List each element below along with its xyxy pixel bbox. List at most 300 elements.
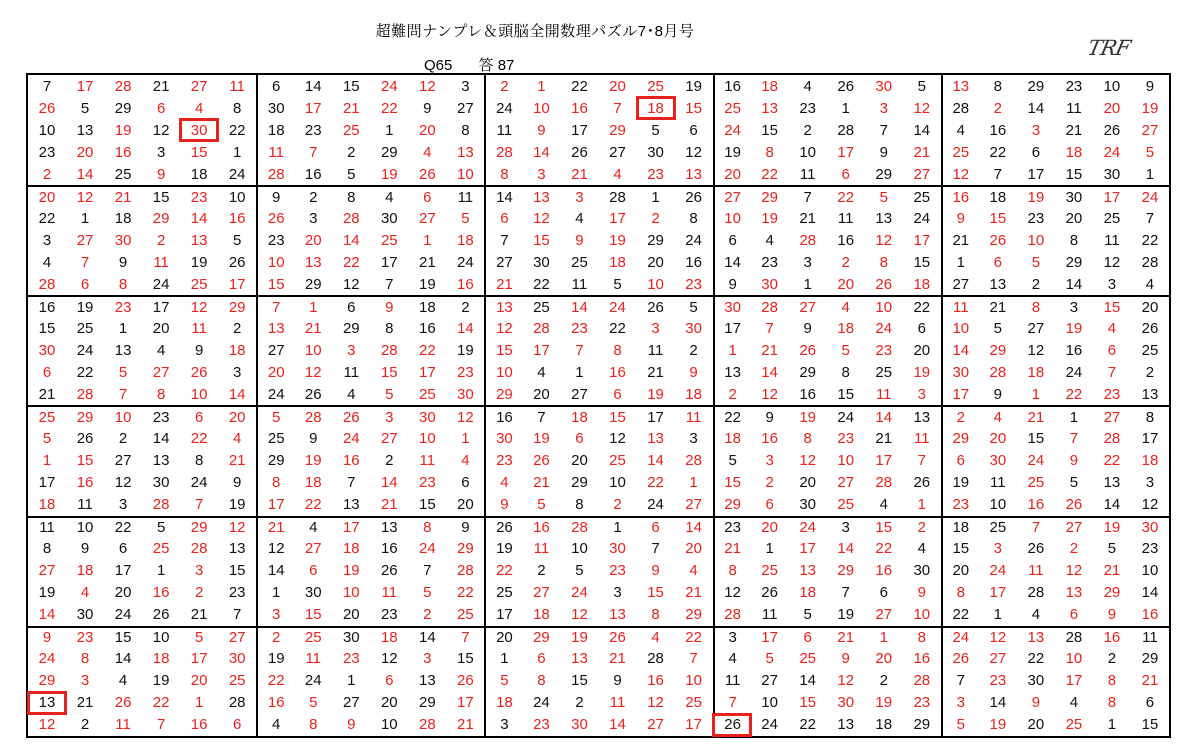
grid-cell-r2-c17: 18 bbox=[637, 97, 675, 119]
grid-cell-r22-c19: 21 bbox=[713, 538, 751, 560]
grid-cell-r11-c6: 29 bbox=[218, 295, 256, 317]
grid-cell-r12-c4: 20 bbox=[152, 319, 170, 337]
grid-cell-r20-c25: 23 bbox=[941, 494, 979, 516]
grid-cell-r4-c4: 3 bbox=[156, 143, 166, 161]
grid-cell-r10-c8: 29 bbox=[304, 275, 322, 293]
grid-cell-r7-c7: 26 bbox=[256, 207, 294, 229]
grid-cell-r13-c13: 15 bbox=[484, 339, 522, 361]
grid-cell-r7-c23: 13 bbox=[875, 209, 893, 227]
grid-cell-r22-c1: 8 bbox=[42, 540, 52, 558]
grid-cell-r8-c24: 17 bbox=[913, 231, 931, 249]
grid-cell-r12-c6: 2 bbox=[233, 319, 242, 337]
grid-cell-r22-c11: 24 bbox=[419, 540, 436, 558]
grid-cell-r2-c16: 7 bbox=[613, 99, 622, 117]
grid-cell-r2-c29: 20 bbox=[1103, 99, 1121, 117]
grid-cell-r20-c26: 10 bbox=[989, 496, 1007, 514]
grid-cell-r7-c16: 17 bbox=[609, 209, 626, 227]
grid-cell-r4-c8: 7 bbox=[309, 143, 318, 161]
grid-cell-r28-c29: 8 bbox=[1107, 672, 1117, 690]
grid-cell-r17-c5: 22 bbox=[190, 430, 208, 448]
grid-cell-r28-c19: 11 bbox=[713, 670, 751, 692]
grid-cell-r26-c12: 7 bbox=[446, 626, 484, 648]
grid-cell-r10-c17: 10 bbox=[647, 275, 664, 293]
grid-cell-r24-c15: 24 bbox=[571, 584, 588, 602]
grid-cell-r23-c9: 19 bbox=[342, 562, 360, 580]
grid-cell-r6-c1: 20 bbox=[28, 185, 66, 207]
grid-cell-r17-c11: 10 bbox=[419, 430, 436, 448]
grid-cell-r2-c14: 10 bbox=[533, 99, 550, 117]
grid-cell-r24-c25: 8 bbox=[941, 582, 979, 604]
grid-cell-r12-c25: 10 bbox=[941, 317, 979, 339]
grid-cell-r16-c24: 13 bbox=[903, 405, 941, 427]
grid-cell-r15-c4: 8 bbox=[156, 385, 166, 403]
grid-cell-r27-c29: 2 bbox=[1107, 650, 1117, 668]
grid-cell-r7-c6: 16 bbox=[228, 209, 246, 227]
grid-cell-r7-c27: 23 bbox=[1027, 209, 1045, 227]
grid-cell-r9-c11: 21 bbox=[419, 253, 436, 271]
grid-cell-r30-c9: 9 bbox=[347, 716, 356, 734]
grid-cell-r5-c16: 4 bbox=[613, 165, 622, 183]
grid-cell-r29-c20: 10 bbox=[761, 694, 778, 712]
grid-cell-r15-c1: 21 bbox=[38, 385, 56, 403]
grid-cell-r20-c5: 7 bbox=[194, 496, 204, 514]
grid-cell-r24-c28: 13 bbox=[1065, 584, 1083, 602]
grid-cell-r25-c25: 22 bbox=[941, 604, 979, 626]
grid-cell-r23-c25: 20 bbox=[941, 560, 979, 582]
grid-cell-r23-c22: 29 bbox=[837, 562, 855, 580]
grid-cell-r27-c14: 6 bbox=[537, 650, 546, 668]
grid-cell-r2-c25: 28 bbox=[941, 97, 979, 119]
grid-cell-r24-c27: 28 bbox=[1027, 584, 1045, 602]
grid-cell-r30-c12: 21 bbox=[457, 716, 474, 734]
grid-cell-r13-c24: 20 bbox=[913, 341, 931, 359]
grid-cell-r10-c22: 20 bbox=[837, 275, 855, 293]
grid-cell-r21-c5: 29 bbox=[180, 516, 218, 538]
grid-cell-r29-c12: 17 bbox=[457, 694, 474, 712]
grid-cell-r5-c29: 30 bbox=[1103, 165, 1121, 183]
grid-cell-r1-c1: 7 bbox=[42, 77, 52, 95]
grid-cell-r15-c18: 18 bbox=[685, 385, 702, 403]
grid-cell-r4-c29: 24 bbox=[1103, 143, 1121, 161]
grid-cell-r8-c10: 25 bbox=[380, 231, 398, 249]
grid-cell-r5-c22: 6 bbox=[841, 165, 850, 183]
grid-cell-r10-c9: 12 bbox=[342, 275, 360, 293]
grid-cell-r14-c14: 4 bbox=[537, 363, 546, 381]
grid-cell-r5-c24: 27 bbox=[913, 165, 931, 183]
grid-cell-r20-c13: 9 bbox=[484, 494, 522, 516]
grid-cell-r30-c8: 8 bbox=[309, 716, 318, 734]
grid-cell-r17-c2: 26 bbox=[76, 430, 94, 448]
grid-cell-r20-c16: 2 bbox=[613, 496, 622, 514]
grid-cell-r9-c4: 11 bbox=[153, 253, 169, 271]
grid-cell-r6-c17: 1 bbox=[637, 185, 675, 207]
grid-cell-r8-c30: 22 bbox=[1141, 231, 1159, 249]
grid-cell-r30-c5: 16 bbox=[190, 716, 208, 734]
grid-cell-r14-c13: 10 bbox=[484, 361, 522, 383]
grid-cell-r11-c23: 10 bbox=[865, 295, 903, 317]
grid-cell-r27-c19: 4 bbox=[713, 648, 751, 670]
grid-cell-r12-c30: 26 bbox=[1141, 319, 1159, 337]
grid-cell-r19-c12: 6 bbox=[461, 474, 470, 492]
grid-cell-r13-c10: 28 bbox=[380, 341, 398, 359]
grid-cell-r5-c1: 2 bbox=[42, 165, 52, 183]
grid-cell-r30-c21: 22 bbox=[799, 716, 817, 734]
grid-cell-r9-c16: 18 bbox=[609, 253, 626, 271]
grid-cell-r14-c7: 20 bbox=[256, 361, 294, 383]
grid-cell-r17-c4: 14 bbox=[152, 430, 170, 448]
grid-cell-r2-c11: 9 bbox=[423, 99, 432, 117]
grid-cell-r10-c24: 18 bbox=[913, 275, 931, 293]
grid-cell-r13-c2: 24 bbox=[76, 341, 94, 359]
grid-cell-r19-c11: 23 bbox=[419, 474, 436, 492]
grid-cell-r18-c1: 1 bbox=[42, 452, 52, 470]
grid-cell-r19-c29: 13 bbox=[1103, 474, 1121, 492]
grid-cell-r6-c9: 8 bbox=[332, 185, 370, 207]
grid-cell-r28-c28: 17 bbox=[1065, 672, 1083, 690]
grid-cell-r19-c23: 28 bbox=[875, 474, 893, 492]
grid-cell-r19-c25: 19 bbox=[941, 472, 979, 494]
grid-cell-r24-c9: 10 bbox=[342, 584, 360, 602]
grid-cell-r8-c7: 23 bbox=[256, 229, 294, 251]
grid-cell-r28-c20: 27 bbox=[761, 672, 778, 690]
grid-cell-r14-c18: 9 bbox=[689, 363, 698, 381]
grid-cell-r18-c2: 15 bbox=[76, 452, 94, 470]
grid-cell-r13-c3: 13 bbox=[114, 341, 132, 359]
grid-cell-r23-c12: 28 bbox=[457, 562, 474, 580]
grid-cell-r23-c6: 15 bbox=[228, 562, 246, 580]
grid-cell-r3-c29: 26 bbox=[1103, 121, 1121, 139]
grid-cell-r12-c11: 16 bbox=[419, 319, 436, 337]
grid-cell-r18-c17: 14 bbox=[647, 452, 664, 470]
grid-cell-r18-c28: 9 bbox=[1069, 452, 1079, 470]
question-number: Q65 bbox=[424, 57, 453, 74]
grid-cell-r19-c21: 20 bbox=[799, 474, 817, 492]
grid-cell-r6-c11: 6 bbox=[408, 185, 446, 207]
grid-cell-r16-c20: 9 bbox=[751, 405, 789, 427]
grid-cell-r29-c29: 8 bbox=[1107, 694, 1117, 712]
grid-cell-r30-c17: 27 bbox=[647, 716, 664, 734]
grid-cell-r24-c17: 15 bbox=[647, 584, 664, 602]
grid-cell-r21-c2: 10 bbox=[66, 516, 104, 538]
grid-cell-r7-c28: 20 bbox=[1065, 209, 1083, 227]
grid-cell-r25-c20: 11 bbox=[761, 606, 778, 624]
grid-cell-r9-c27: 5 bbox=[1031, 253, 1041, 271]
grid-cell-r25-c4: 26 bbox=[152, 606, 170, 624]
grid-cell-r20-c12: 20 bbox=[457, 496, 474, 514]
grid-cell-r12-c13: 12 bbox=[484, 317, 522, 339]
grid-cell-r28-c21: 14 bbox=[799, 672, 817, 690]
grid-cell-r2-c30: 19 bbox=[1141, 99, 1159, 117]
grid-cell-r6-c16: 28 bbox=[598, 185, 636, 207]
grid-cell-r27-c9: 23 bbox=[342, 650, 360, 668]
grid-cell-r30-c13: 3 bbox=[484, 714, 522, 736]
grid-cell-r14-c12: 23 bbox=[457, 363, 474, 381]
grid-cell-r22-c18: 20 bbox=[685, 540, 702, 558]
grid-cell-r30-c29: 1 bbox=[1107, 716, 1117, 734]
grid-cell-r18-c21: 12 bbox=[799, 452, 817, 470]
grid-cell-r18-c4: 13 bbox=[152, 452, 170, 470]
grid-cell-r21-c7: 21 bbox=[256, 516, 294, 538]
grid-cell-r20-c29: 14 bbox=[1103, 496, 1121, 514]
grid-cell-r26-c20: 17 bbox=[751, 626, 789, 648]
grid-cell-r16-c9: 26 bbox=[332, 405, 370, 427]
grid-cell-r21-c27: 7 bbox=[1017, 516, 1055, 538]
grid-cell-r10-c19: 9 bbox=[713, 273, 751, 295]
grid-cell-r2-c13: 24 bbox=[484, 97, 522, 119]
grid-cell-r11-c9: 6 bbox=[332, 295, 370, 317]
grid-cell-r10-c1: 28 bbox=[38, 275, 56, 293]
grid-cell-r11-c13: 13 bbox=[484, 295, 522, 317]
grid-cell-r13-c12: 19 bbox=[457, 341, 474, 359]
grid-cell-r20-c23: 4 bbox=[879, 496, 888, 514]
grid-cell-r17-c18: 3 bbox=[689, 430, 698, 448]
grid-cell-r16-c14: 7 bbox=[522, 405, 560, 427]
grid-cell-r20-c9: 13 bbox=[342, 496, 360, 514]
grid-cell-r21-c10: 13 bbox=[370, 516, 408, 538]
grid-cell-r22-c10: 16 bbox=[380, 540, 398, 558]
grid-cell-r5-c30: 1 bbox=[1145, 165, 1155, 183]
grid-cell-r5-c21: 11 bbox=[799, 165, 816, 183]
grid-cell-r14-c22: 8 bbox=[841, 363, 850, 381]
grid-cell-r12-c19: 17 bbox=[713, 317, 751, 339]
grid-cell-r3-c22: 28 bbox=[837, 121, 855, 139]
grid-cell-r16-c21: 19 bbox=[789, 405, 827, 427]
grid-cell-r27-c22: 9 bbox=[841, 650, 850, 668]
grid-cell-r14-c28: 24 bbox=[1065, 363, 1083, 381]
grid-cell-r9-c14: 30 bbox=[533, 253, 550, 271]
grid-cell-r25-c21: 5 bbox=[803, 606, 812, 624]
grid-cell-r16-c3: 10 bbox=[104, 405, 142, 427]
grid-cell-r28-c24: 28 bbox=[913, 672, 931, 690]
grid-cell-r9-c1: 4 bbox=[42, 253, 52, 271]
grid-cell-r12-c15: 23 bbox=[571, 319, 588, 337]
grid-cell-r17-c21: 8 bbox=[803, 430, 812, 448]
grid-cell-r10-c10: 7 bbox=[385, 275, 394, 293]
grid-cell-r23-c18: 4 bbox=[689, 562, 698, 580]
grid-cell-r23-c15: 5 bbox=[575, 562, 584, 580]
grid-cell-r1-c10: 24 bbox=[380, 77, 398, 95]
grid-cell-r20-c2: 11 bbox=[77, 496, 93, 514]
grid-cell-r24-c12: 22 bbox=[457, 584, 474, 602]
grid-cell-r16-c16: 15 bbox=[598, 405, 636, 427]
grid-cell-r27-c15: 13 bbox=[571, 650, 588, 668]
grid-cell-r10-c3: 8 bbox=[118, 275, 128, 293]
grid-cell-r11-c10: 9 bbox=[370, 295, 408, 317]
grid-cell-r23-c28: 12 bbox=[1065, 562, 1083, 580]
grid-cell-r5-c17: 23 bbox=[647, 165, 664, 183]
grid-cell-r9-c9: 22 bbox=[342, 253, 360, 271]
grid-cell-r3-c30: 27 bbox=[1141, 121, 1159, 139]
grid-cell-r26-c30: 11 bbox=[1131, 626, 1169, 648]
grid-cell-r21-c30: 30 bbox=[1131, 516, 1169, 538]
grid-cell-r10-c4: 24 bbox=[152, 275, 170, 293]
grid-cell-r16-c15: 18 bbox=[560, 405, 598, 427]
grid-cell-r11-c29: 15 bbox=[1093, 295, 1131, 317]
grid-cell-r18-c22: 10 bbox=[837, 452, 855, 470]
grid-cell-r18-c30: 18 bbox=[1141, 452, 1159, 470]
grid-cell-r14-c21: 29 bbox=[799, 363, 817, 381]
grid-cell-r1-c6: 11 bbox=[229, 77, 245, 95]
grid-cell-r3-c26: 16 bbox=[989, 121, 1007, 139]
grid-cell-r23-c20: 25 bbox=[761, 562, 778, 580]
grid-cell-r4-c14: 14 bbox=[533, 143, 550, 161]
grid-cell-r15-c21: 16 bbox=[799, 385, 817, 403]
grid-cell-r26-c17: 4 bbox=[637, 626, 675, 648]
grid-cell-r6-c28: 30 bbox=[1055, 185, 1093, 207]
grid-cell-r18-c9: 16 bbox=[342, 452, 360, 470]
grid-cell-r13-c18: 2 bbox=[689, 341, 698, 359]
grid-cell-r22-c28: 2 bbox=[1069, 540, 1079, 558]
grid-cell-r24-c4: 16 bbox=[152, 584, 170, 602]
grid-cell-r7-c15: 4 bbox=[575, 209, 584, 227]
grid-cell-r8-c20: 4 bbox=[765, 231, 774, 249]
grid-cell-r21-c3: 22 bbox=[104, 516, 142, 538]
grid-cell-r14-c4: 27 bbox=[152, 363, 170, 381]
grid-cell-r2-c8: 17 bbox=[304, 99, 322, 117]
grid-cell-r3-c9: 25 bbox=[342, 121, 360, 139]
grid-cell-r24-c14: 27 bbox=[533, 584, 550, 602]
grid-cell-r3-c15: 17 bbox=[571, 121, 588, 139]
grid-cell-r6-c20: 29 bbox=[751, 185, 789, 207]
grid-cell-r28-c25: 7 bbox=[941, 670, 979, 692]
grid-cell-r21-c11: 8 bbox=[408, 516, 446, 538]
grid-cell-r6-c26: 18 bbox=[979, 185, 1017, 207]
grid-cell-r13-c29: 6 bbox=[1107, 341, 1117, 359]
grid-cell-r18-c11: 11 bbox=[419, 452, 436, 470]
grid-cell-r19-c28: 5 bbox=[1069, 474, 1079, 492]
grid-cell-r1-c24: 5 bbox=[917, 77, 926, 95]
grid-cell-r29-c23: 19 bbox=[875, 694, 893, 712]
grid-cell-r5-c9: 5 bbox=[347, 165, 356, 183]
grid-cell-r25-c30: 16 bbox=[1141, 606, 1159, 624]
grid-cell-r21-c18: 14 bbox=[675, 516, 713, 538]
grid-cell-r21-c28: 27 bbox=[1055, 516, 1093, 538]
grid-cell-r19-c27: 25 bbox=[1027, 474, 1045, 492]
grid-cell-r25-c2: 30 bbox=[76, 606, 94, 624]
grid-cell-r24-c5: 2 bbox=[194, 584, 204, 602]
grid-cell-r14-c23: 25 bbox=[875, 363, 893, 381]
grid-cell-r14-c20: 14 bbox=[761, 363, 778, 381]
grid-cell-r3-c14: 9 bbox=[537, 121, 546, 139]
grid-cell-r20-c8: 22 bbox=[304, 496, 322, 514]
grid-cell-r12-c18: 30 bbox=[685, 319, 702, 337]
grid-cell-r5-c7: 28 bbox=[256, 163, 294, 185]
grid-cell-r27-c27: 22 bbox=[1027, 650, 1045, 668]
grid-cell-r20-c11: 15 bbox=[419, 496, 436, 514]
grid-cell-r15-c27: 1 bbox=[1031, 385, 1041, 403]
grid-cell-r18-c15: 20 bbox=[571, 452, 588, 470]
grid-cell-r20-c24: 1 bbox=[917, 496, 926, 514]
grid-cell-r6-c18: 26 bbox=[675, 185, 713, 207]
grid-cell-r8-c17: 29 bbox=[647, 231, 664, 249]
grid-cell-r30-c27: 20 bbox=[1027, 716, 1045, 734]
grid-cell-r19-c10: 14 bbox=[380, 474, 398, 492]
grid-cell-r18-c23: 17 bbox=[875, 452, 893, 470]
grid-cell-r20-c3: 3 bbox=[118, 496, 128, 514]
grid-cell-r30-c16: 14 bbox=[609, 716, 626, 734]
grid-cell-r22-c4: 25 bbox=[152, 540, 170, 558]
grid-cell-r27-c2: 8 bbox=[80, 650, 90, 668]
grid-cell-r15-c23: 11 bbox=[875, 385, 892, 403]
grid-cell-r8-c22: 16 bbox=[837, 231, 855, 249]
grid-cell-r22-c6: 13 bbox=[228, 540, 246, 558]
grid-cell-r8-c27: 10 bbox=[1027, 231, 1045, 249]
grid-cell-r12-c28: 19 bbox=[1065, 319, 1083, 337]
grid-cell-r5-c14: 3 bbox=[537, 165, 546, 183]
grid-cell-r12-c1: 15 bbox=[38, 319, 56, 337]
grid-cell-r28-c9: 1 bbox=[347, 672, 356, 690]
grid-cell-r1-c13: 2 bbox=[484, 75, 522, 97]
grid-cell-r12-c20: 7 bbox=[765, 319, 774, 337]
grid-cell-r30-c23: 18 bbox=[875, 716, 893, 734]
grid-cell-r16-c30: 8 bbox=[1131, 405, 1169, 427]
grid-cell-r11-c21: 27 bbox=[789, 295, 827, 317]
grid-cell-r8-c23: 12 bbox=[875, 231, 893, 249]
grid-cell-r15-c6: 14 bbox=[228, 385, 246, 403]
grid-cell-r1-c25: 13 bbox=[941, 75, 979, 97]
grid-cell-r9-c18: 16 bbox=[685, 253, 702, 271]
grid-cell-r22-c14: 11 bbox=[533, 540, 550, 558]
grid-cell-r29-c18: 25 bbox=[685, 694, 702, 712]
grid-cell-r29-c8: 5 bbox=[309, 694, 318, 712]
grid-cell-r3-c20: 15 bbox=[761, 121, 778, 139]
grid-cell-r7-c12: 5 bbox=[461, 209, 470, 227]
grid-cell-r2-c19: 25 bbox=[713, 97, 751, 119]
grid-cell-r8-c9: 14 bbox=[342, 231, 360, 249]
grid-cell-r16-c23: 14 bbox=[865, 405, 903, 427]
grid-cell-r7-c2: 1 bbox=[80, 209, 90, 227]
grid-cell-r25-c18: 29 bbox=[685, 606, 702, 624]
grid-cell-r25-c10: 23 bbox=[380, 606, 398, 624]
grid-cell-r17-c12: 1 bbox=[461, 430, 470, 448]
grid-cell-r10-c26: 13 bbox=[989, 275, 1007, 293]
grid-cell-r15-c25: 17 bbox=[941, 383, 979, 405]
grid-cell-r27-c24: 16 bbox=[913, 650, 931, 668]
grid-cell-r8-c15: 9 bbox=[575, 231, 584, 249]
grid-cell-r4-c3: 16 bbox=[114, 143, 132, 161]
grid-cell-r25-c13: 17 bbox=[484, 604, 522, 626]
grid-cell-r23-c7: 14 bbox=[256, 560, 294, 582]
grid-cell-r22-c26: 3 bbox=[993, 540, 1003, 558]
grid-cell-r17-c26: 20 bbox=[989, 430, 1007, 448]
grid-cell-r6-c30: 24 bbox=[1131, 185, 1169, 207]
grid-cell-r20-c17: 24 bbox=[647, 496, 664, 514]
grid-cell-r4-c9: 2 bbox=[347, 143, 356, 161]
grid-cell-r15-c30: 13 bbox=[1141, 385, 1159, 403]
grid-cell-r16-c18: 11 bbox=[675, 405, 713, 427]
grid-cell-r1-c14: 1 bbox=[537, 77, 546, 95]
grid-cell-r26-c1: 9 bbox=[28, 626, 66, 648]
grid-cell-r7-c8: 3 bbox=[309, 209, 318, 227]
grid-cell-r24-c18: 21 bbox=[685, 584, 702, 602]
grid-cell-r20-c7: 17 bbox=[256, 494, 294, 516]
grid-cell-r17-c30: 17 bbox=[1141, 430, 1159, 448]
grid-cell-r12-c29: 4 bbox=[1107, 319, 1117, 337]
grid-cell-r4-c11: 4 bbox=[423, 143, 432, 161]
grid-cell-r16-c11: 30 bbox=[408, 405, 446, 427]
grid-cell-r2-c21: 23 bbox=[799, 99, 817, 117]
grid-cell-r19-c3: 12 bbox=[114, 474, 132, 492]
grid-cell-r12-c10: 8 bbox=[385, 319, 394, 337]
grid-cell-r9-c24: 15 bbox=[913, 253, 931, 271]
grid-cell-r23-c5: 3 bbox=[194, 562, 204, 580]
grid-cell-r26-c2: 23 bbox=[66, 626, 104, 648]
grid-cell-r12-c5: 11 bbox=[191, 319, 207, 337]
grid-cell-r24-c30: 14 bbox=[1141, 584, 1159, 602]
grid-cell-r14-c16: 16 bbox=[609, 363, 626, 381]
grid-cell-r19-c5: 24 bbox=[190, 474, 208, 492]
grid-cell-r7-c9: 28 bbox=[342, 209, 360, 227]
